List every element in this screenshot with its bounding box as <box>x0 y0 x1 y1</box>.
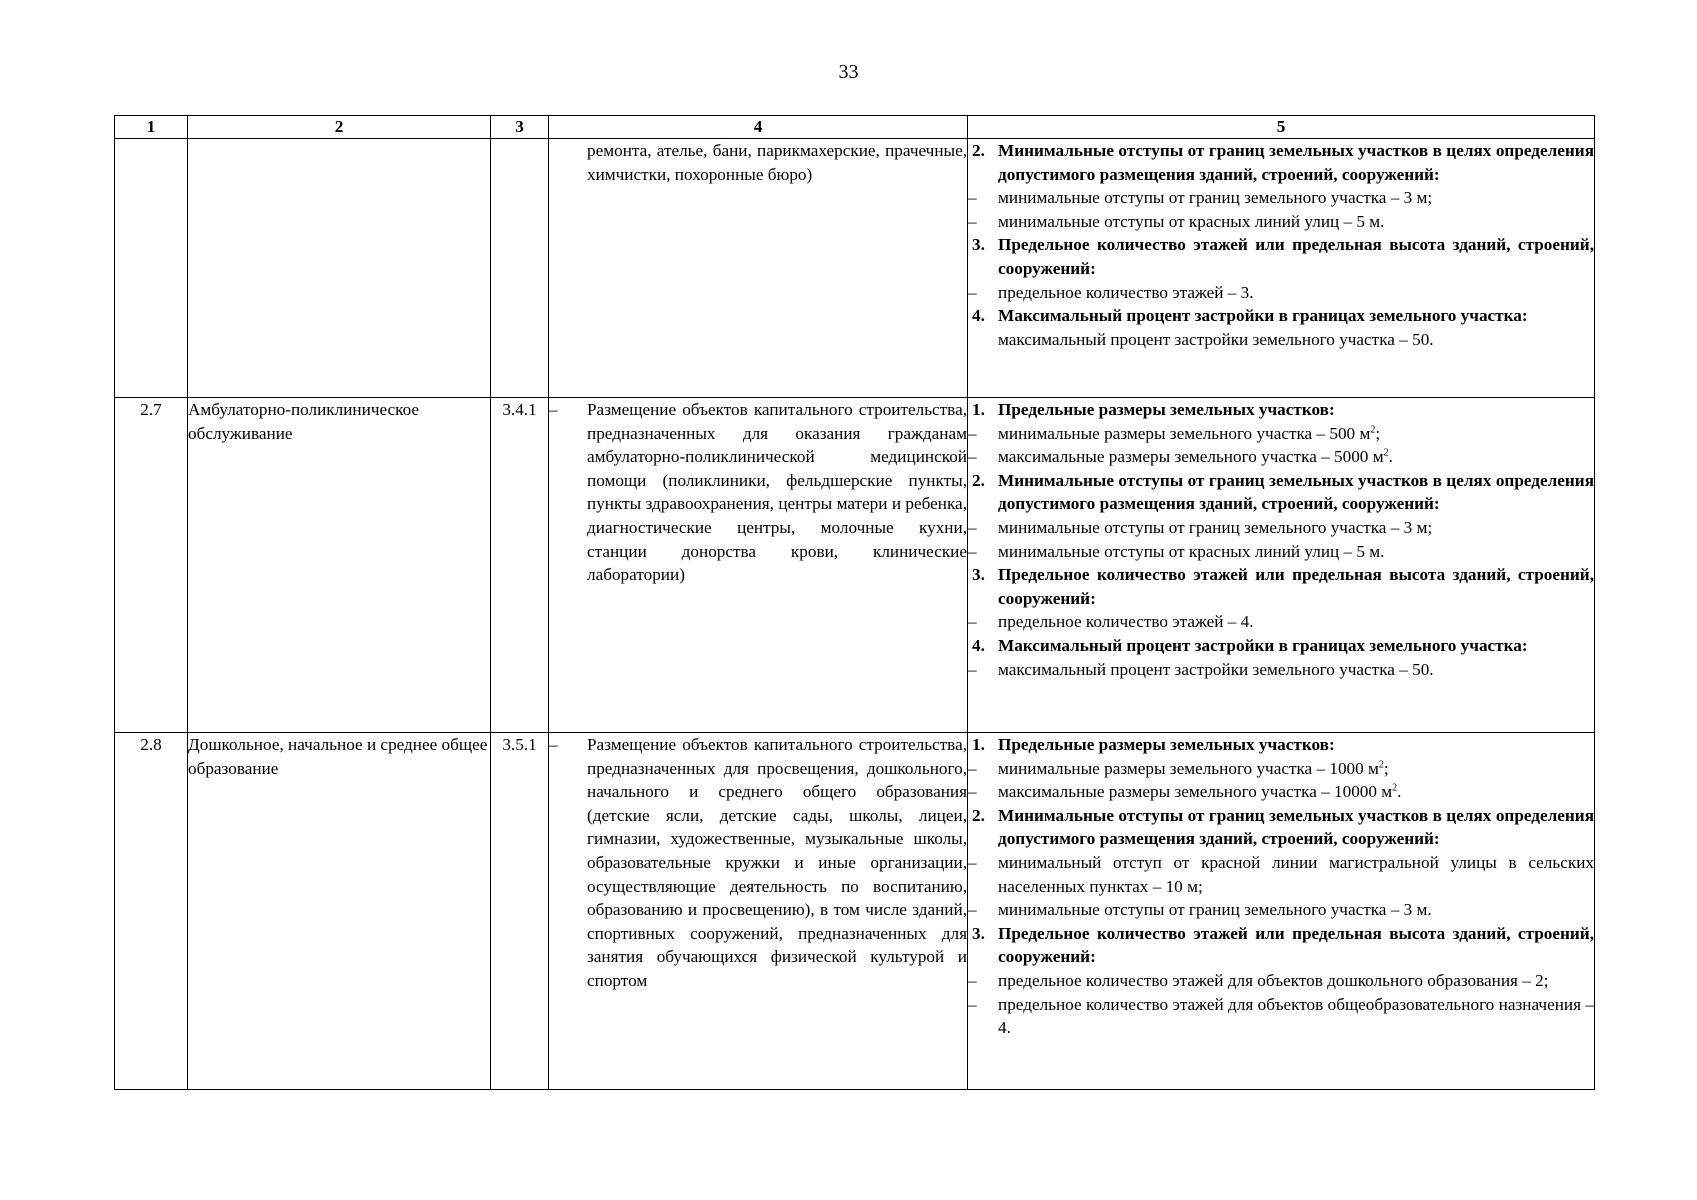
superscript: 2 <box>1378 758 1384 770</box>
param-item <box>968 969 1594 993</box>
param-marker: 3. <box>972 565 985 585</box>
param-text: предельное количество этажей – 4. <box>998 612 1254 632</box>
row-number: 2.7 <box>115 398 188 733</box>
use-description <box>549 733 968 1090</box>
use-description <box>549 398 968 733</box>
param-text: минимальные отступы от границ земельного участка – 3 м; <box>998 517 1433 537</box>
param-tail: ; <box>1375 423 1381 443</box>
param-text: Минимальные отступы от границ земельных участков в целях определения допустимого размещения зданий, строений, сооружений: <box>998 805 1594 849</box>
header-col-1: 1 <box>115 116 188 139</box>
use-name <box>188 139 491 398</box>
dash-marker: – <box>968 970 977 990</box>
param-heading <box>968 398 1594 422</box>
use-description <box>549 139 968 398</box>
param-item <box>968 281 1594 305</box>
param-heading <box>968 563 1594 610</box>
header-col-5: 5 <box>968 116 1595 139</box>
param-text: предельное количество этажей для объектов общеобразовательного назначения – 4. <box>998 994 1594 1038</box>
param-heading <box>968 922 1594 969</box>
param-heading <box>968 304 1594 328</box>
header-col-3: 3 <box>491 116 549 139</box>
param-text: Предельное количество этажей или предельная высота зданий, строений, сооружений: <box>998 235 1594 278</box>
param-marker: 2. <box>972 805 985 825</box>
header-row <box>115 116 1595 139</box>
param-item <box>968 898 1594 922</box>
dash-marker: – <box>968 423 977 443</box>
dash-marker: – <box>968 782 977 802</box>
empty-marker <box>968 328 998 352</box>
use-code: 3.4.1 <box>491 398 549 733</box>
param-marker: 1. <box>972 400 985 419</box>
superscript: 2 <box>1383 447 1389 459</box>
param-item <box>968 445 1594 469</box>
param-text: минимальный отступ от красной линии магистральной улицы в сельских населенных пунктах – 10 м; <box>998 852 1594 896</box>
param-item <box>968 422 1594 446</box>
param-marker: 2. <box>972 141 985 160</box>
param-text: минимальные отступы от красных линий улиц – 5 м. <box>998 211 1385 231</box>
land-use-table <box>114 115 1595 1090</box>
param-heading <box>968 139 1594 186</box>
use-code: 3.5.1 <box>491 733 549 1090</box>
param-item <box>968 186 1594 210</box>
param-text: Минимальные отступы от границ земельных участков в целях определения допустимого размещения зданий, строений, сооружений: <box>998 470 1594 514</box>
dash-marker: – <box>968 612 977 632</box>
dash-marker: – <box>968 994 977 1014</box>
description-text: ремонта, ателье, бани, парикмахерские, прачечные, химчистки, похоронные бюро) <box>587 141 967 184</box>
table-row <box>115 139 1595 398</box>
param-heading <box>968 733 1594 757</box>
param-text: минимальные отступы от границ земельного участка – 3 м; <box>998 188 1433 208</box>
page-number: 33 <box>838 61 859 83</box>
param-heading <box>968 804 1594 851</box>
dash-marker: – <box>968 188 977 208</box>
param-marker: 3. <box>972 923 985 943</box>
param-marker: 4. <box>972 635 985 655</box>
param-text: Максимальный процент застройки в границах земельного участка: <box>998 635 1528 655</box>
description-text: Размещение объектов капитального строительства, предназначенных для просвещения, дошкольного, начального и среднего общего образования (детские ясли, детские сады, школы, лицеи, гимназии, художественные, музыкальные школы, образовательные кружки и иные организации, осуществляющие деятельность по воспитанию, образованию и просвещению), в том числе зданий, спортивных сооружений, предназначенных для занятия обучающихся физической культурой и спортом <box>587 735 967 990</box>
dash-marker: – <box>549 735 558 754</box>
dash-marker: – <box>968 211 977 231</box>
dash-marker: – <box>968 659 977 679</box>
dash-marker: – <box>549 400 558 419</box>
header-col-2: 2 <box>188 116 491 139</box>
param-text: минимальные размеры земельного участка – 1000 м <box>998 758 1379 778</box>
param-text: Предельные размеры земельных участков: <box>998 400 1335 419</box>
parameters-cell <box>968 733 1595 1090</box>
use-name: Амбулаторно-поликлиническое обслуживание <box>188 398 491 733</box>
param-item <box>968 210 1594 234</box>
param-text: предельное количество этажей – 3. <box>998 282 1254 302</box>
param-heading <box>968 469 1594 516</box>
dash-marker: – <box>968 282 977 302</box>
parameters-cell <box>968 139 1595 398</box>
param-tail: ; <box>1383 758 1389 778</box>
dash-marker: – <box>968 758 977 778</box>
dash-marker: – <box>968 541 977 561</box>
use-name: Дошкольное, начальное и среднее общее образование <box>188 733 491 1090</box>
param-marker: 2. <box>972 470 985 490</box>
param-tail: . <box>1397 782 1402 802</box>
param-text: максимальные размеры земельного участка – 5000 м <box>998 447 1384 467</box>
param-text: максимальный процент застройки земельного участка – 50. <box>998 329 1434 349</box>
param-item <box>968 658 1594 682</box>
param-text: Предельное количество этажей или предельная высота зданий, строений, сооружений: <box>998 565 1594 608</box>
row-number: 2.8 <box>115 733 188 1090</box>
dash-marker: – <box>968 900 977 920</box>
table-row <box>115 733 1595 1090</box>
dash-marker: – <box>968 447 977 467</box>
param-text: предельное количество этажей для объектов дошкольного образования – 2; <box>998 970 1549 990</box>
param-marker: 3. <box>972 235 985 255</box>
row-number <box>115 139 188 398</box>
param-text: Минимальные отступы от границ земельных участков в целях определения допустимого размещения зданий, строений, сооружений: <box>998 141 1594 184</box>
dash-marker: – <box>968 517 977 537</box>
param-item <box>968 516 1594 540</box>
superscript: 2 <box>1392 782 1398 794</box>
param-item <box>968 610 1594 634</box>
dash-marker: – <box>968 852 977 872</box>
param-item <box>968 757 1594 781</box>
param-text: минимальные отступы от границ земельного участка – 3 м. <box>998 900 1432 920</box>
param-heading <box>968 634 1594 658</box>
param-text: минимальные отступы от красных линий улиц – 5 м. <box>998 541 1385 561</box>
param-item <box>968 851 1594 898</box>
param-text: Предельное количество этажей или предельная высота зданий, строений, сооружений: <box>998 923 1594 967</box>
header-col-4: 4 <box>549 116 968 139</box>
param-tail: . <box>1388 447 1393 467</box>
param-text: Предельные размеры земельных участков: <box>998 735 1335 754</box>
param-item <box>968 993 1594 1040</box>
param-item <box>968 780 1594 804</box>
param-text: Максимальный процент застройки в границах земельного участка: <box>998 306 1528 326</box>
param-text: максимальные размеры земельного участка – 10000 м <box>998 782 1393 802</box>
param-text: минимальные размеры земельного участка – 500 м <box>998 423 1371 443</box>
parameters-cell <box>968 398 1595 733</box>
param-marker: 1. <box>972 735 985 754</box>
description-text: Размещение объектов капитального строительства, предназначенных для оказания гражданам амбулаторно-поликлинической медицинской помощи (поликлиники, фельдшерские пункты, пункты здравоохранения, центры матери и ребенка, диагностические центры, молочные кухни, станции донорства крови, клинические лаборатории) <box>587 400 967 585</box>
param-marker: 4. <box>972 306 985 326</box>
param-item <box>968 328 1594 352</box>
superscript: 2 <box>1370 423 1376 435</box>
table-row <box>115 398 1595 733</box>
param-text: максимальный процент застройки земельного участка – 50. <box>998 659 1434 679</box>
param-item <box>968 540 1594 564</box>
param-heading <box>968 233 1594 280</box>
use-code <box>491 139 549 398</box>
